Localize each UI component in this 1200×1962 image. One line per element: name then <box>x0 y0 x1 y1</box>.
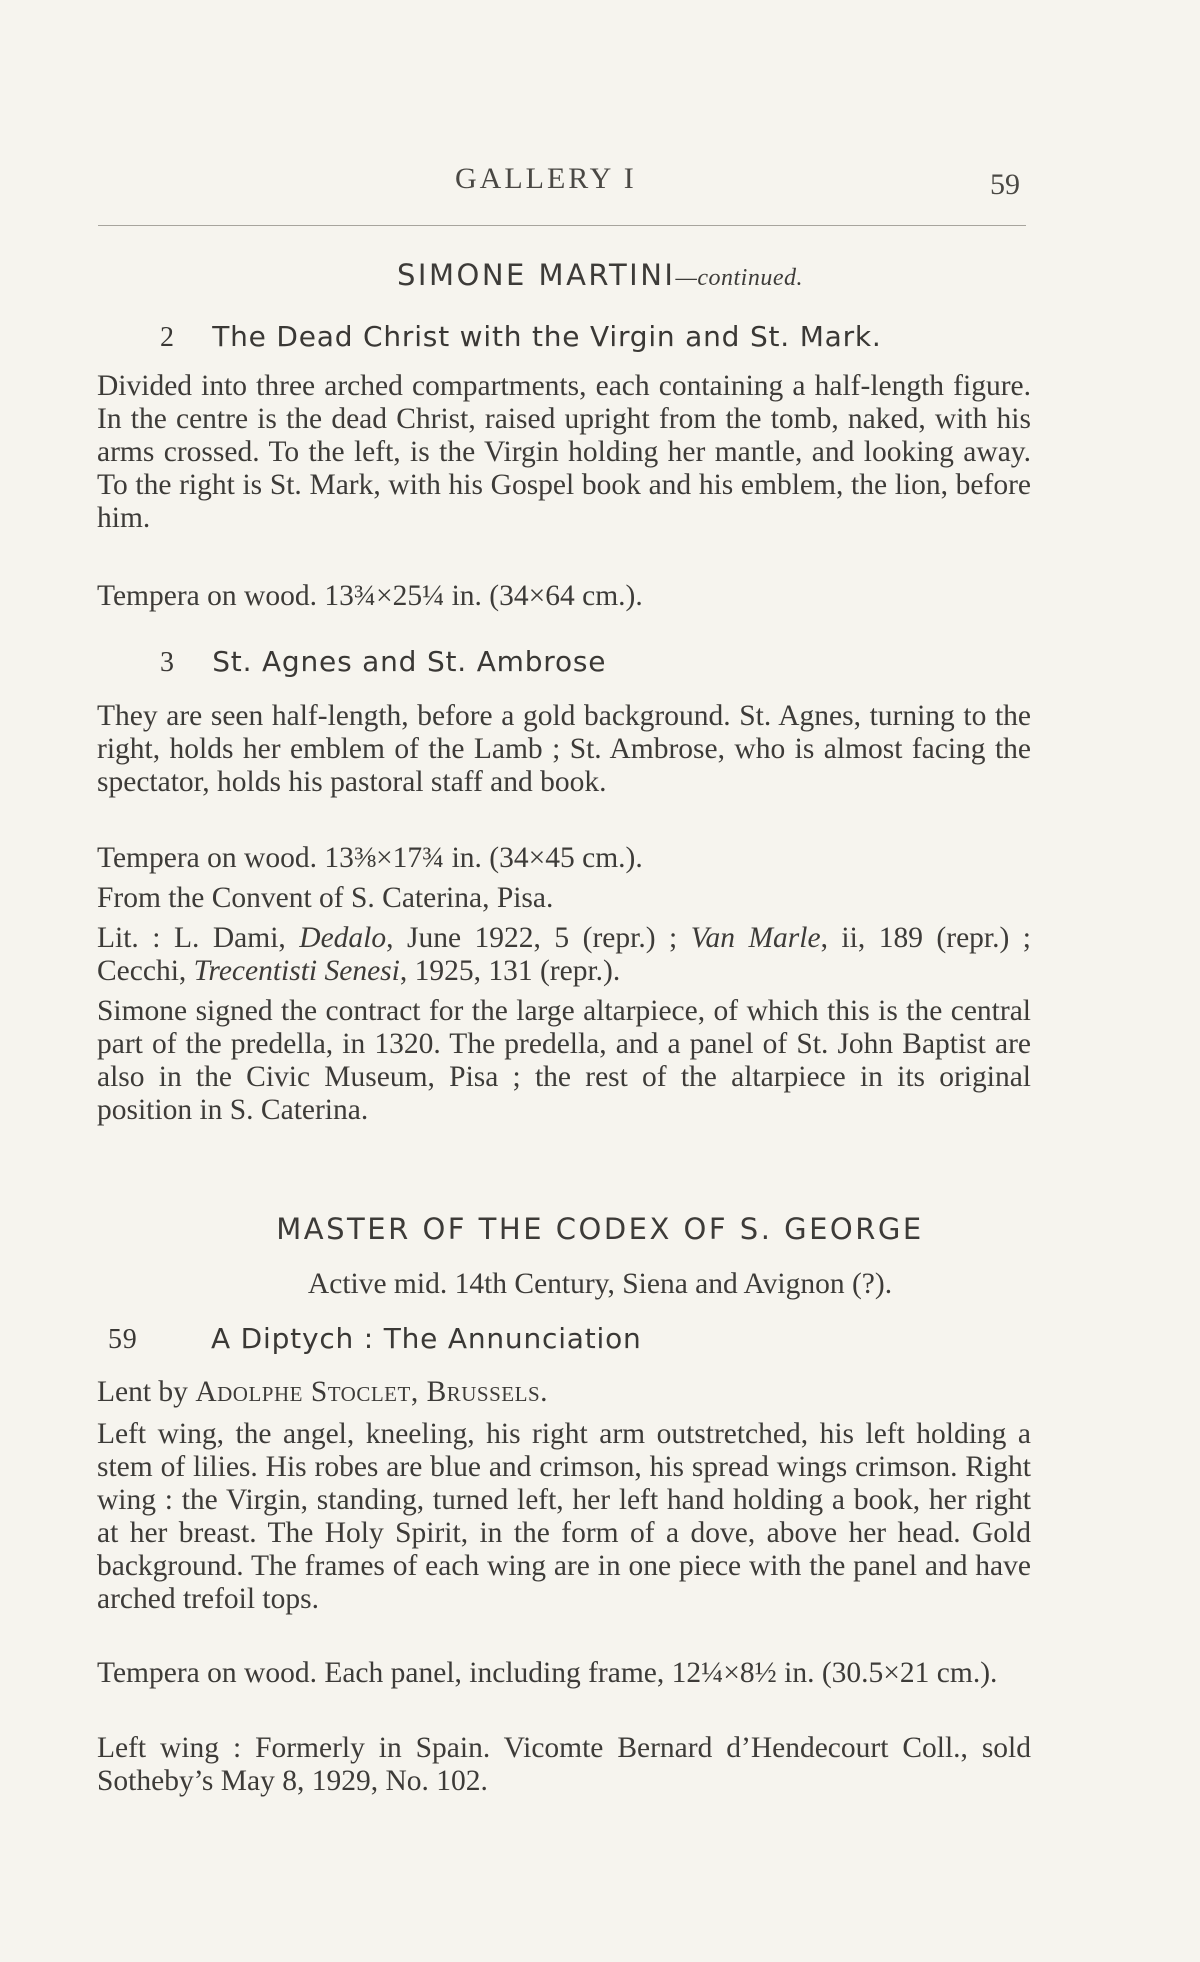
entry-title-text: St. Agnes and St. Ambrose <box>212 645 607 678</box>
entry-lender-59 <box>97 1376 1031 1409</box>
literature-journal: Dedalo <box>299 922 387 954</box>
artist-heading-simone-martini <box>0 258 1200 292</box>
entry-note-3: Simone signed the contract for the large altarpiece, of which this is the central part of the predella, in 1320. The predella, and a panel of St. John Baptist are also in the Civic Museum, Pisa ; the rest of the altarpiece in its original position in S. Caterina. <box>97 995 1031 1126</box>
artist-dates: Active mid. 14th Century, Siena and Avignon (?). <box>307 1268 893 1300</box>
header-rule <box>98 225 1026 226</box>
entry-description-59: Left wing, the angel, kneeling, his right arm outstretched, his left holding a stem of lilies. His robes are blue and crimson, his spread wings crimson. Right wing : the Virgin, standing, turned left, her left hand holding a book, her right at her breast. The Holy Spirit, in the form of a dove, above her head. Gold background. The frames of each wing are in one piece with the panel and have arched trefoil tops. <box>97 1418 1031 1615</box>
entry-provenance-59: Left wing : Formerly in Spain. Vicomte Bernard d’Hendecourt Coll., sold Sotheby’s May 8, 1929, No. 102. <box>97 1732 1031 1797</box>
entry-provenance-3: From the Convent of S. Caterina, Pisa. <box>97 882 554 914</box>
entry-medium-2: Tempera on wood. 13¾×25¼ in. (34×64 cm.). <box>97 580 643 612</box>
entry-number: 2 <box>160 322 175 353</box>
entry-title-text: The Dead Christ with the Virgin and St. Mark. <box>212 320 882 353</box>
entry-medium-59: Tempera on wood. Each panel, including frame, 12¼×8½ in. (30.5×21 cm.). <box>97 1657 998 1689</box>
entry-description-3: They are seen half-length, before a gold background. St. Agnes, turning to the right, holds her emblem of the Lamb ; St. Ambrose, who is almost facing the spectator, holds his pastoral staff and book. <box>97 700 1031 798</box>
literature-author: Van Marle <box>690 922 821 954</box>
literature-part3: , 1925, 131 (repr.). <box>399 955 621 987</box>
literature-part1: , June 1922, 5 (repr.) ; <box>386 922 691 954</box>
page-number: 59 <box>990 168 1020 201</box>
literature-part2: , ii, 189 (repr.) ; Cecchi, <box>97 922 1032 987</box>
lender-name: Adolphe Stoclet, Brussels. <box>195 1376 548 1408</box>
entry-description-2: Divided into three arched compartments, each containing a half-length figure. In the centre is the dead Christ, raised upright from the tomb, naked, with his arms crossed. To the left, is the Virgin holding her mantle, and looking away. To the right is St. Mark, with his Gospel book and his emblem, the lion, before him. <box>97 370 1031 534</box>
entry-title-59 <box>108 1322 642 1356</box>
entry-number: 59 <box>108 1324 138 1355</box>
entry-literature-3 <box>97 922 1031 988</box>
literature-book: Trecentisti Senesi <box>193 955 400 987</box>
entry-number: 3 <box>160 647 175 678</box>
continued-label: —continued. <box>675 265 803 291</box>
entry-title-text: A Diptych : The Annunciation <box>211 1322 642 1355</box>
entry-title-3 <box>160 645 606 679</box>
lender-prefix: Lent by <box>97 1376 196 1408</box>
entry-title-2 <box>160 320 882 354</box>
running-header-title: GALLERY I <box>455 162 637 195</box>
entry-medium-3: Tempera on wood. 13⅜×17¾ in. (34×45 cm.). <box>97 842 643 874</box>
artist-name: SIMONE MARTINI <box>397 258 676 292</box>
literature-label: Lit. : L. Dami, <box>97 922 300 954</box>
artist-heading-master-codex: MASTER OF THE CODEX OF S. GEORGE <box>276 1212 924 1246</box>
